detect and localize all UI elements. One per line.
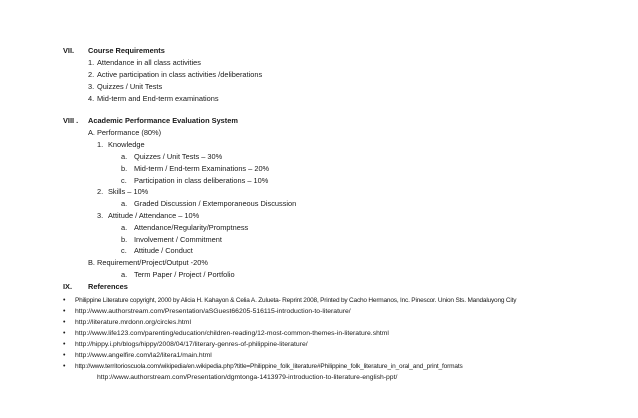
attitude-item-c-text: Attitude / Conduct	[134, 246, 193, 255]
bullet-icon: •	[63, 319, 66, 326]
bullet-icon: •	[63, 363, 66, 370]
reference-4-link[interactable]: http://www.life123.com/parenting/education/children-reading/12-most-common-themes-in-literature.shtml	[75, 330, 389, 337]
requirement-4-text: Mid-term and End-term examinations	[97, 94, 219, 103]
requirement-project-text: Requirement/Project/Output -20%	[97, 258, 208, 267]
section-8-numeral: VIII .	[63, 116, 79, 125]
attitude-item-a-text: Attendance/Regularity/Promptness	[134, 223, 249, 232]
requirement-3-number: 3.	[88, 82, 95, 91]
section-7-title: Course Requirements	[88, 46, 165, 55]
bullet-icon: •	[63, 352, 66, 359]
knowledge-label: 1.	[97, 140, 104, 149]
knowledge-item-a-text: Quizzes / Unit Tests – 30%	[134, 152, 223, 161]
performance-text: Performance (80%)	[97, 128, 162, 137]
attitude-item-b-label: b.	[121, 235, 128, 244]
requirement-2-number: 2.	[88, 70, 95, 79]
section-9-title: References	[88, 282, 128, 291]
section-7-numeral: VII.	[63, 46, 75, 55]
knowledge-item-c-label: c.	[121, 176, 127, 185]
knowledge-item-a-label: a.	[121, 152, 128, 161]
performance-label: A.	[88, 128, 95, 137]
requirement-1-text: Attendance in all class activities	[97, 58, 201, 67]
knowledge-text: Knowledge	[108, 140, 145, 149]
reference-6-link[interactable]: http://www.angelfire.com/la2/litera1/main.html	[75, 352, 212, 359]
requirement-4-number: 4.	[88, 94, 95, 103]
reference-2-link[interactable]: http://www.authorstream.com/Presentation/aSGuest66205-516115-introduction-to-literature/	[75, 308, 351, 315]
bullet-icon: •	[63, 308, 66, 315]
skills-text: Skills – 10%	[108, 187, 149, 196]
requirement-3-text: Quizzes / Unit Tests	[97, 82, 163, 91]
requirement-project-label: B.	[88, 258, 95, 267]
bullet-icon: •	[63, 330, 66, 337]
skills-item-a-label: a.	[121, 199, 128, 208]
section-9-numeral: IX.	[63, 282, 73, 291]
section-8-title: Academic Performance Evaluation System	[88, 116, 238, 125]
knowledge-item-b-label: b.	[121, 164, 128, 173]
reference-3-link[interactable]: http://literature.mrdonn.org/circles.html	[75, 319, 191, 326]
reference-5-link[interactable]: http://hippy.i.ph/blogs/hippy/2008/04/17/literary-genres-of-philippine-literature/	[75, 341, 308, 348]
bullet-icon: •	[63, 297, 66, 304]
attitude-item-b-text: Involvement / Commitment	[134, 235, 222, 244]
requirement-project-item-a-text: Term Paper / Project / Portfolio	[134, 270, 235, 279]
skills-label: 2.	[97, 187, 104, 196]
reference-7-link[interactable]: http://www.territorioscuola.com/wikipedia/en.wikipedia.php?title=Philippine_folk_literature#Philippine_folk_literature_in_oral_and_print_formats	[75, 363, 463, 370]
reference-8-link[interactable]: http://www.authorstream.com/Presentation/dgmtonga-1413979-introduction-to-literature-english-ppt/	[97, 374, 398, 381]
attitude-label: 3.	[97, 211, 104, 220]
attitude-item-c-label: c.	[121, 246, 127, 255]
knowledge-item-c-text: Participation in class deliberations – 10%	[134, 176, 269, 185]
bullet-icon: •	[63, 341, 66, 348]
attitude-item-a-label: a.	[121, 223, 128, 232]
knowledge-item-b-text: Mid-term / End-term Examinations – 20%	[134, 164, 270, 173]
requirement-1-number: 1.	[88, 58, 95, 67]
skills-item-a-text: Graded Discussion / Extemporaneous Discussion	[134, 199, 297, 208]
requirement-2-text: Active participation in class activities /deliberations	[97, 70, 263, 79]
reference-1: Philippine Literature copyright, 2000 by Alicia H. Kahayon & Celia A. Zulueta- Reprint 2008, Printed by Cacho Hermanos, Inc. Pinescor. Union Sts. Mandaluyong City	[75, 297, 517, 304]
requirement-project-item-a-label: a.	[121, 270, 128, 279]
attitude-text: Attitude / Attendance – 10%	[108, 211, 200, 220]
